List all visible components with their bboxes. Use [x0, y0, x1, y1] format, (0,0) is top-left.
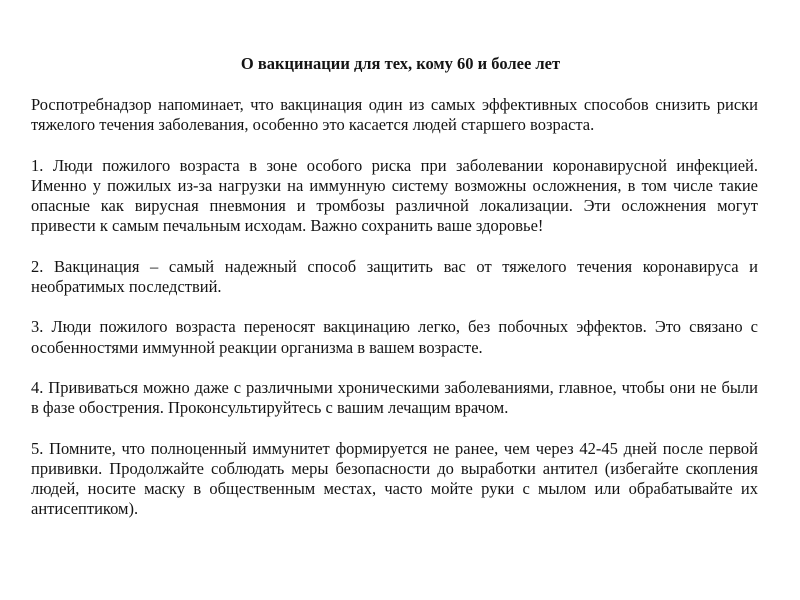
- point-3-paragraph: 3. Люди пожилого возраста переносят вакцинацию легко, без побочных эффектов. Это связано с особенностями иммунной реакции организма в вашем возрасте.: [31, 317, 758, 357]
- point-4-paragraph: 4. Прививаться можно даже с различными хроническими заболеваниями, главное, чтобы они не были в фазе обострения. Проконсультируйтесь с вашим лечащим врачом.: [31, 377, 758, 418]
- point-2-paragraph: 2. Вакцинация – самый надежный способ защитить вас от тяжелого течения коронавируса и необратимых последствий.: [31, 256, 758, 297]
- document-page: [31, 54, 758, 520]
- point-1-paragraph: 1. Люди пожилого возраста в зоне особого риска при заболевании коронавирусной инфекцией. Именно у пожилых из-за нагрузки на иммунную систему возможны осложнения, в том числе такие опасные как вирусная пневмония и тромбозы различной локализации. Эти осложнения могут привести к самым печальным исходам. Важно сохранить ваше здоровье!: [31, 155, 758, 236]
- point-5-paragraph: 5. Помните, что полноценный иммунитет формируется не ранее, чем через 42-45 дней после первой прививки. Продолжайте соблюдать меры безопасности до выработки антител (избегайте скопления людей, носите маску в общественным местах, часто мойте руки с мылом или обрабатывайте их антисептиком).: [31, 438, 758, 519]
- document-title: О вакцинации для тех, кому 60 и более лет: [240, 54, 561, 73]
- intro-paragraph: Роспотребнадзор напоминает, что вакцинация один из самых эффективных способов снизить риски тяжелого течения заболевания, особенно это касается людей старшего возраста.: [31, 95, 758, 135]
